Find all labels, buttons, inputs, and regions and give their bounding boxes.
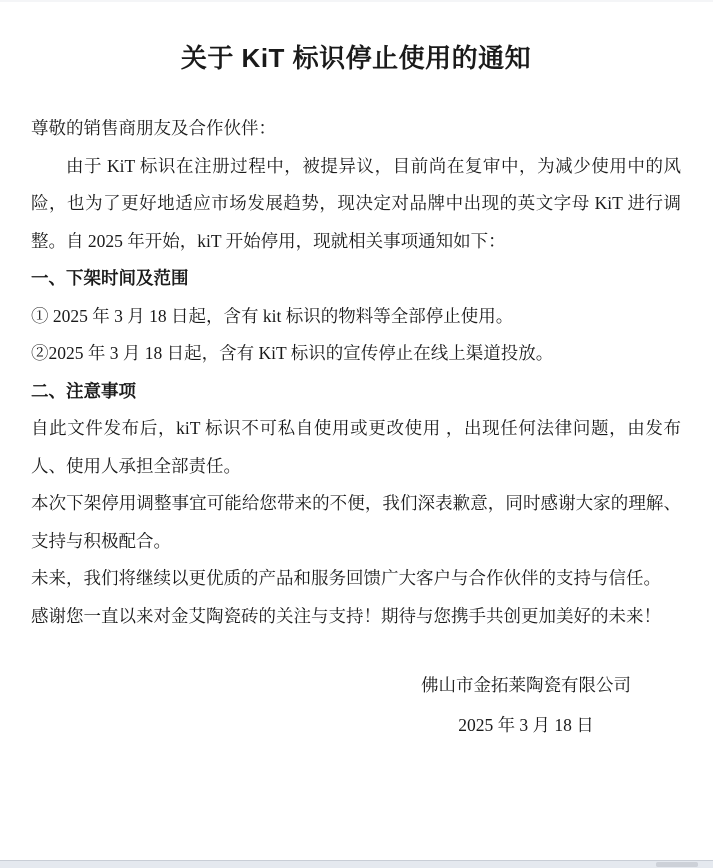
section1-item-2: ②2025 年 3 月 18 日起，含有 KiT 标识的宣传停止在线上渠道投放。 xyxy=(31,343,554,363)
scrollbar-thumb[interactable] xyxy=(656,862,698,867)
section1-heading: 一、下架时间及范围 xyxy=(31,268,189,288)
section2-paragraph-2: 本次下架停用调整事宜可能给您带来的不便，我们深表歉意，同时感谢大家的理解、支持与积极配合。 xyxy=(31,493,681,551)
section2-paragraph-3: 未来，我们将继续以更优质的产品和服务回馈广大客户与合作伙伴的支持与信任。 xyxy=(31,568,661,588)
section2-paragraph-4: 感谢您一直以来对金艾陶瓷砖的关注与支持！期待与您携手共创更加美好的未来！ xyxy=(31,605,661,626)
horizontal-scrollbar[interactable] xyxy=(0,860,713,868)
intro-paragraph: 由于 KiT 标识在注册过程中，被提异议，目前尚在复审中，为减少使用中的风险，也为了更好地适应市场发展趋势，现决定对品牌中出现的英文字母 KiT 进行调整。自 2025 年开始，kiT 开始停用，现就相关事项通知如下： xyxy=(31,155,681,251)
signature-block xyxy=(421,665,631,745)
signature-date: 2025 年 3 月 18 日 xyxy=(458,715,594,735)
section2-heading: 二、注意事项 xyxy=(31,380,136,401)
section2-paragraph-1: 自此文件发布后，kiT 标识不可私自使用或更改使用 ，出现任何法律问题，由发布人、使用人承担全部责任。 xyxy=(31,418,681,476)
salutation: 尊敬的销售商朋友及合作伙伴： xyxy=(31,118,276,138)
signature-company: 佛山市金拓莱陶瓷有限公司 xyxy=(421,675,631,695)
document-title: 关于 KiT 标识停止使用的通知 xyxy=(180,43,532,73)
section1-item-1: ① 2025 年 3 月 18 日起，含有 kit 标识的物料等全部停止使用。 xyxy=(31,305,514,326)
